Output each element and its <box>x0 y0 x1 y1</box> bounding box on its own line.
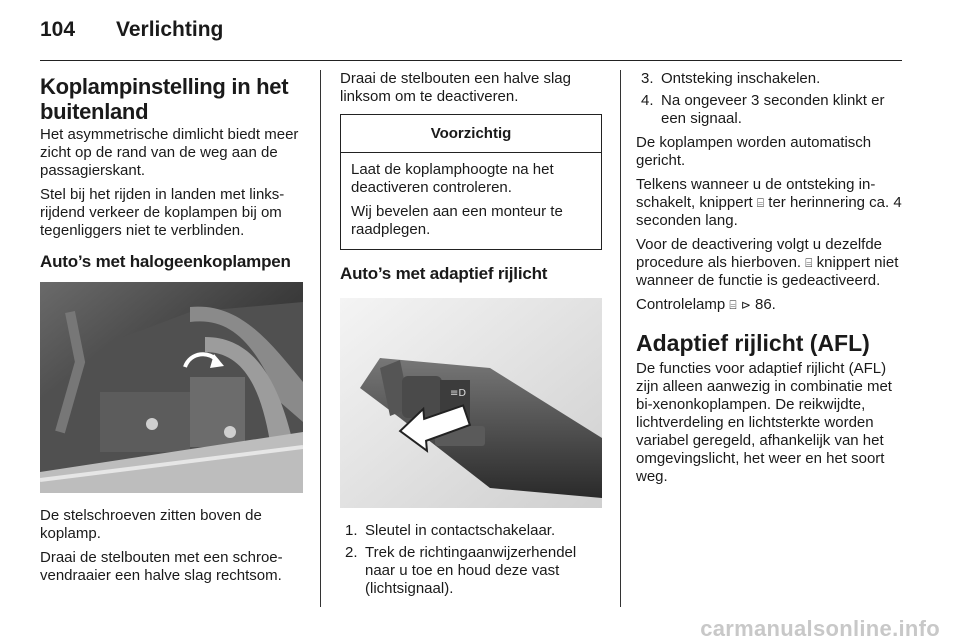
list-item: 3. Ontsteking inschakelen. <box>641 70 821 87</box>
column-3 <box>636 70 904 492</box>
chapter-title: Verlichting <box>116 18 224 41</box>
section-heading-koplampinstelling: Koplampinstelling in het buitenland <box>40 74 289 124</box>
list-item: 1. Sleutel in contactschakelaar. <box>345 522 556 539</box>
page-reference-icon[interactable]: ⊳ <box>740 298 751 312</box>
paragraph: Voor de deactivering volgt u dezelfde procedure als hierboven. ⌸ knippert niet wanneer de functie is gedeactiveerd. <box>636 236 899 289</box>
paragraph: Het asymmetrische dimlicht biedt meer zicht op de rand van de weg aan de passagierskant. <box>40 126 299 179</box>
warning-lamp-icon: ⌸ <box>805 256 813 270</box>
svg-text:≡D: ≡D <box>450 388 467 399</box>
warning-lamp-icon: ⌸ <box>756 196 765 210</box>
subheading-halogeen: Auto’s met halogeenkoplampen <box>40 252 291 271</box>
turn-signal-lever-photo <box>340 298 602 508</box>
paragraph: Controlelamp ⌸ ⊳ 86. <box>636 296 776 313</box>
section-heading-afl: Adaptief rijlicht (AFL) <box>636 330 870 356</box>
list-item: 2. Trek de richtingaanwijzerhendel naar u toe en houd deze vast (lichtsignaal). <box>345 544 577 597</box>
paragraph: Draai de stelbouten een halve slag linksom om te deactiveren. <box>340 70 571 105</box>
paragraph: De koplampen worden automatisch gericht. <box>636 134 872 169</box>
caution-title: Voorzichtig <box>341 115 601 153</box>
column-2 <box>340 70 602 604</box>
header-rule <box>40 60 902 61</box>
paragraph: De stelschroeven zitten boven de koplamp. <box>40 507 262 542</box>
headlamp-adjustment-photo <box>40 282 303 493</box>
watermark: carmanualsonline.info <box>700 616 940 641</box>
page-number: 104 <box>40 18 76 41</box>
steps-list-continued <box>636 70 904 128</box>
caution-box <box>340 114 602 250</box>
page-header <box>40 18 223 48</box>
column-1 <box>40 70 306 591</box>
paragraph: Stel bij het rijden in landen met linksrijdend verkeer de koplampen bij om tegenliggers niet te verblinden. <box>40 186 285 239</box>
caution-text: Wij bevelen aan een monteur te raadplegen. <box>351 203 563 238</box>
paragraph: Telkens wanneer u de ontsteking inschakelt, knippert ⌸ ter herinnering ca. 4 seconden lang. <box>636 176 902 229</box>
caution-text: Laat de koplamphoogte na het deactiveren controleren. <box>351 161 554 196</box>
column-divider-2 <box>620 70 621 607</box>
paragraph: Draai de stelbouten met een schroevendraaier een halve slag rechtsom. <box>40 549 283 584</box>
paragraph: De functies voor adaptief rijlicht (AFL) zijn alleen aanwezig in combinatie met bi-xenonkoplampen. De reikwijdte, lichtverdeling en lichtsterkte worden variabel geregeld, afhankelijk van het omgevingslicht, het weer en het soort weg. <box>636 360 892 485</box>
subheading-adaptief: Auto’s met adaptief rijlicht <box>340 264 548 283</box>
list-item: 4. Na ongeveer 3 seconden klinkt er een signaal. <box>641 92 885 127</box>
warning-lamp-icon: ⌸ <box>729 298 737 312</box>
steps-list <box>340 522 602 598</box>
column-divider-1 <box>320 70 321 607</box>
